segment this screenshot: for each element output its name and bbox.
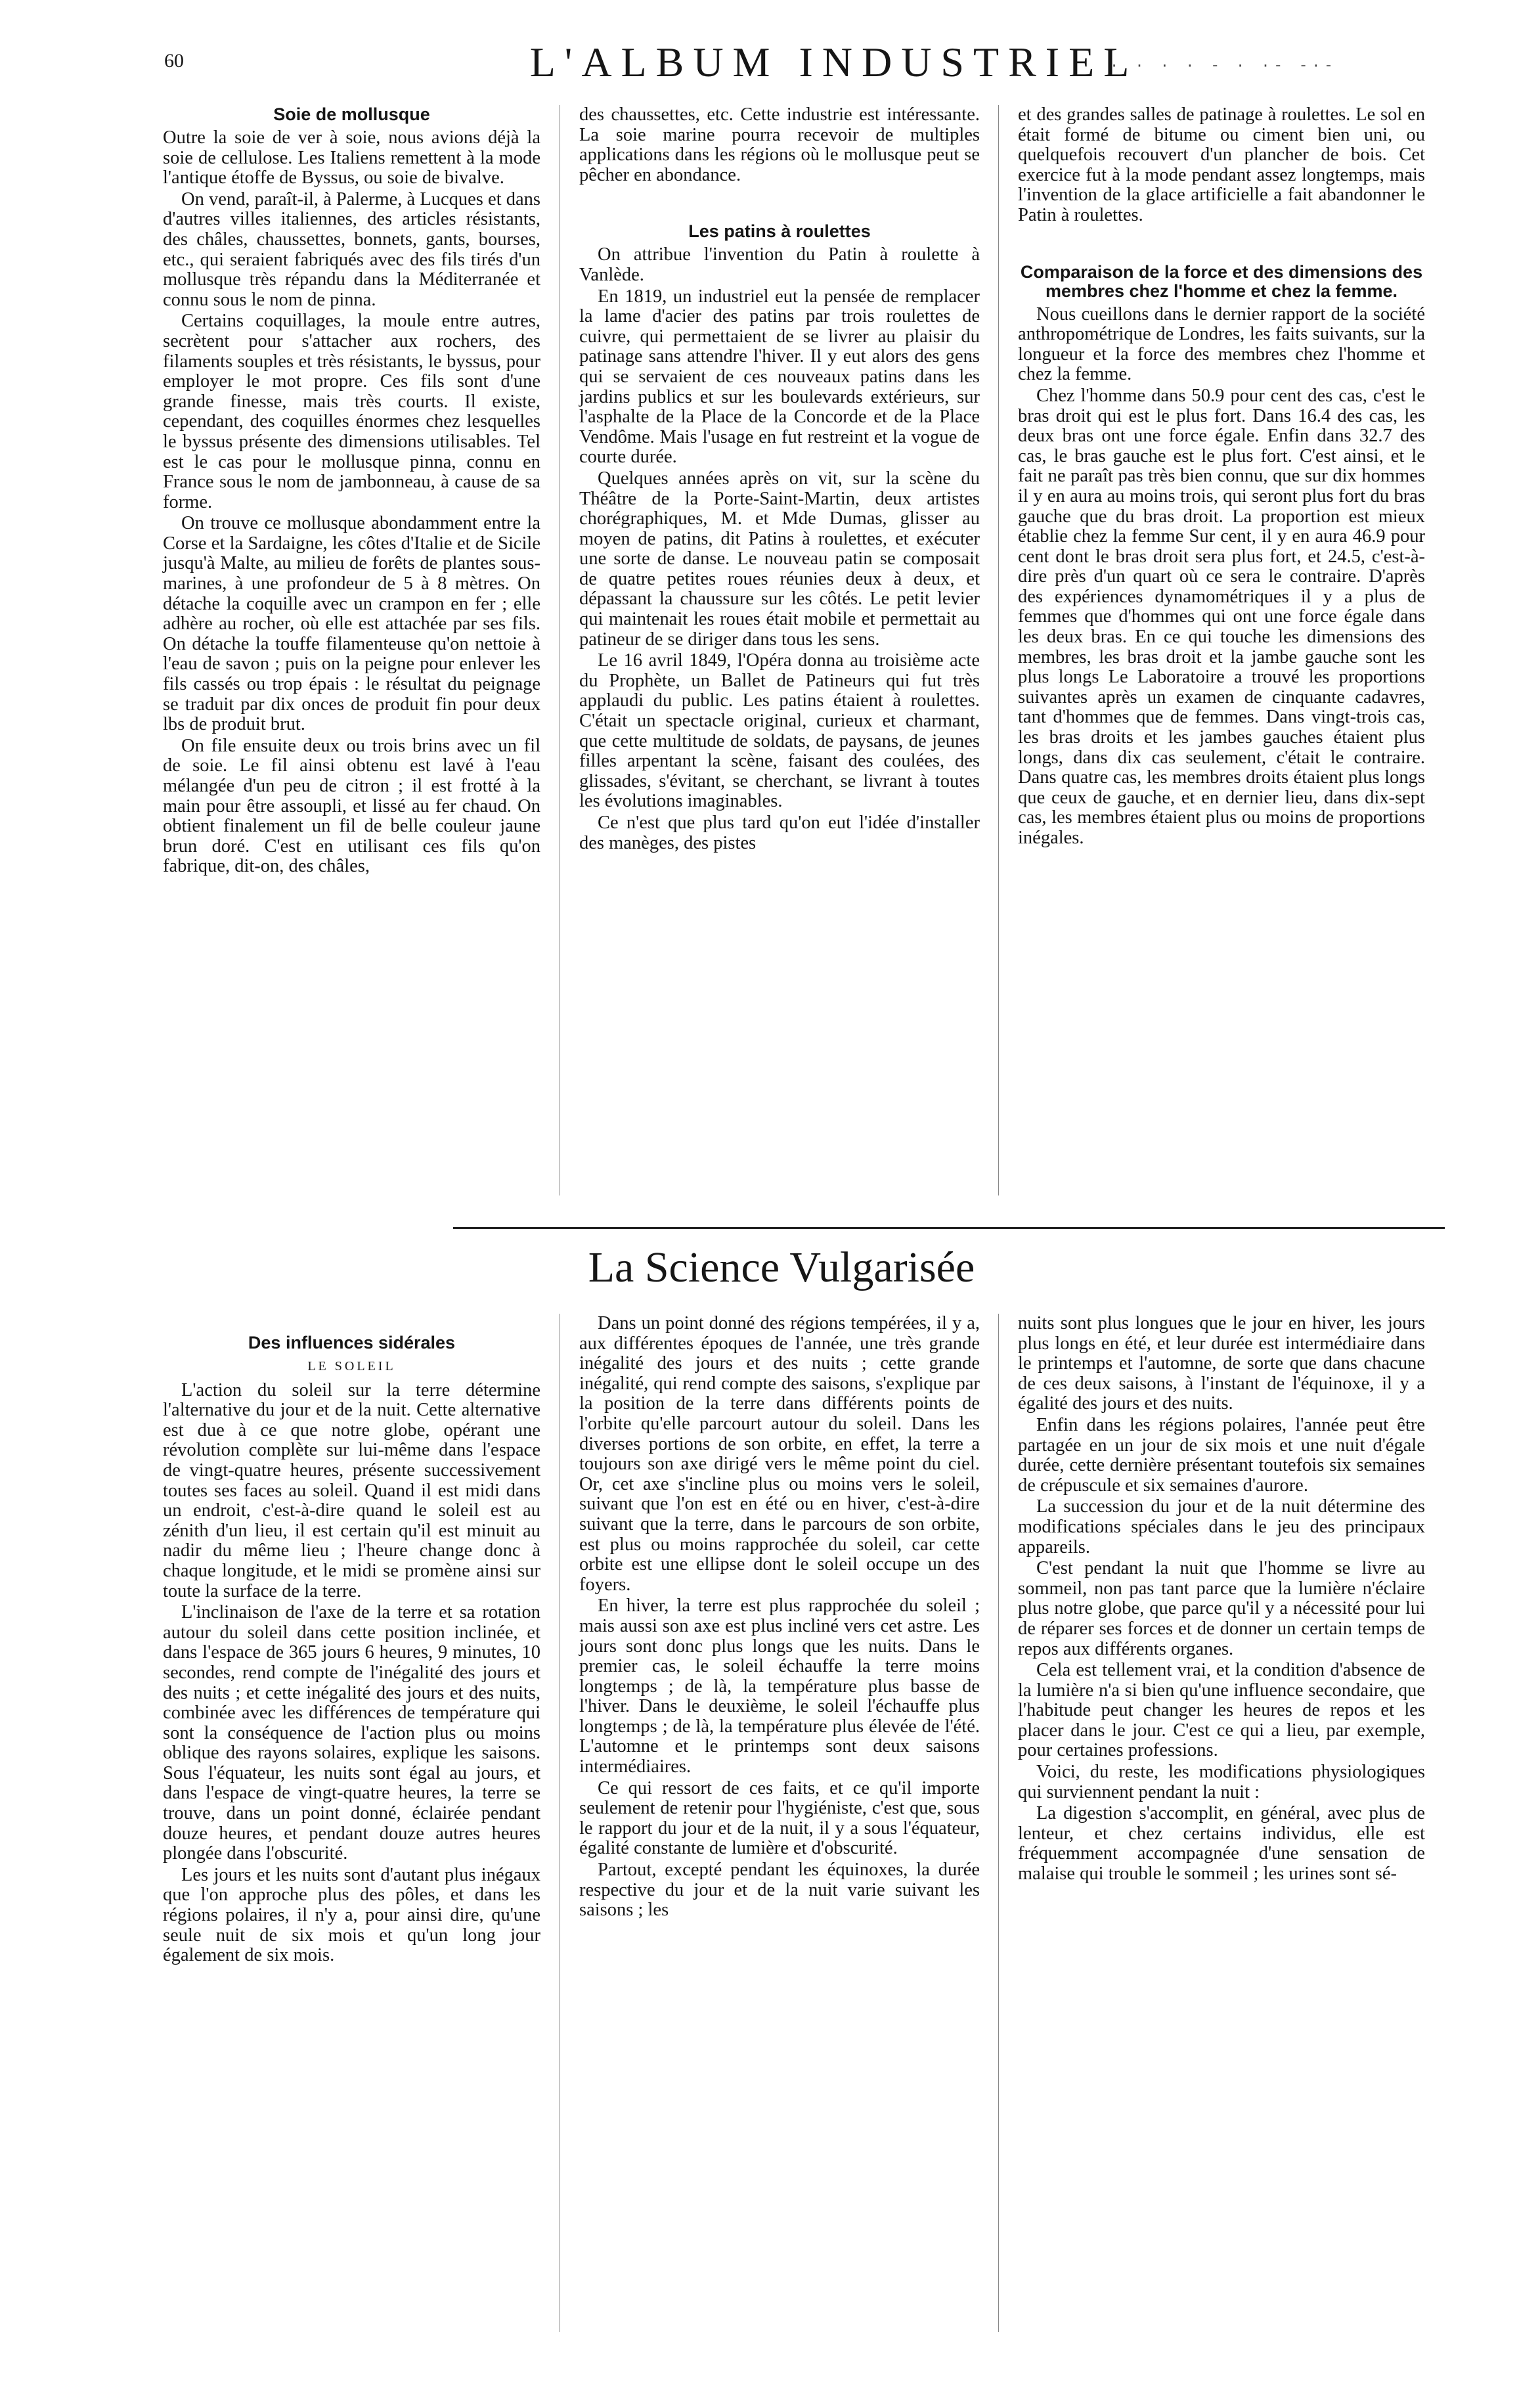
paragraph: des chaussettes, etc. Cette industrie est intéressante. La soie marine pourra recevoir de multiples applications dans les régions où le mollusque peut se pêcher en abondance. [579,104,980,185]
paragraph: Dans un point donné des régions tempérées, il y a, aux différentes époques de l'année, une très grande inégalité des jours et des nuits ; cette grande inégalité, qui rend compte des saisons, s'explique par la position de la terre dans différents points de l'orbite qu'elle parcourt autour du soleil. Dans les diverses portions de son orbite, en effet, la terre a toujours son axe dirigé vers le même point du ciel. Or, cet axe s'incline plus ou moins vers le soleil, suivant que l'on est en été ou en hiver, c'est-à-dire suivant que la terre, dans le parcours de son orbite, est plus ou moins rapprochée du soleil, car cette orbite est une ellipse dont le soleil occupe un des foyers. [579,1313,980,1595]
bottom-column-2 [579,1314,980,1921]
top-column-2 [579,105,980,853]
paragraph: nuits sont plus longues que le jour en hiver, les jours plus longs en été, et leur durée est intermédiaire dans le printemps et l'automne, de sorte que dans chacune de ces deux saisons, à l'instant de l'équinoxe, il y a égalité des jours et des nuits. [1018,1313,1425,1414]
paragraph: L'action du soleil sur la terre détermine l'alternative du jour et de la nuit. Cette alternative est due à ce que notre globe, opérant une révolution complète sur lui-même dans l'espace de vingt-quatre heures, présente successivement toutes ses faces au soleil. Quand il est midi dans un endroit, c'est-à-dire quand le soleil est au zénith d'un lieu, il est certain qu'il est minuit au nadir du même lieu ; l'heure change donc à chaque longitude, et le midi se promène ainsi sur toute la surface de la terre. [163,1379,540,1601]
bottom-column-3 [1018,1314,1425,1885]
paragraph: On file ensuite deux ou trois brins avec un fil de soie. Le fil ainsi obtenu est lavé à l'eau mélangée d'un peu de citron ; il est frotté à la main pour être assoupli, et lissé au fer chaud. On obtient finalement un fil de belle couleur jaune brun doré. C'est en utilisant ces fils qu'on fabrique, dit-on, des châles, [163,735,540,877]
article-subheading: LE SOLEIL [307,1359,396,1373]
paragraph: L'inclinaison de l'axe de la terre et sa rotation autour du soleil dans cette position inclinée, et dans l'espace de 365 jours 6 heures, 9 minutes, 10 secondes, rend compte de l'inégalité des jours et des nuits ; et cette inégalité des jours et des nuits, combinée avec les différences de température qui sont la conséquence de l'action plus ou moins oblique des rayons solaires, explique les saisons. Sous l'équateur, les nuits sont égal au jours, et dans l'espace de vingt-quatre heures, la terre se trouve, dans un point donné, éclairée pendant douze heures, et pendant douze autres heures plongée dans l'obscurité. [163,1602,540,1864]
paragraph: Cela est tellement vrai, et la condition d'absence de la lumière n'a si bien qu'une influence secondaire, que l'habitude peut changer les heures de repos et les placer dans le jour. C'est ce qui a lieu, par exemple, pour certaines professions. [1018,1660,1425,1761]
column-rule [998,105,999,1195]
journal-title: L'ALBUM INDUSTRIEL [529,39,1139,85]
paragraph: En 1819, un industriel eut la pensée de remplacer la lame d'acier des patins par trois roulettes de cuivre, qui permettaient de se livrer au plaisir du patinage sans attendre l'hiver. Il y eut alors des gens qui se servaient de ces nouveaux patins dans les jardins publics et sur les boulevards extérieurs, sur l'asphalte de la Place de la Concorde et de la Place Vendôme. Mais l'usage en fut restreint et la vogue de courte durée. [579,286,980,468]
section-title: La Science Vulgarisée [588,1243,975,1291]
paragraph: On attribue l'invention du Patin à roulette à Vanlède. [579,244,980,285]
article-heading-comparaison: Comparaison de la force et des dimensions des membres chez l'homme et chez la femme. [1020,261,1423,301]
paragraph: La digestion s'accomplit, en général, avec plus de lenteur, et chez certains individus, elle est fréquemment accompagnée d'une sensation de malaise qui trouble le sommeil ; les urines sont sé- [1018,1803,1425,1885]
paragraph: et des grandes salles de patinage à roulettes. Le sol en était formé de bitume ou ciment bien uni, ou quelquefois recouvert d'un plancher de bois. Cet exercice fut à la mode pendant assez longtemps, mais l'invention de la glace artificielle a fait abandonner le Patin à roulettes. [1018,104,1425,225]
paragraph: C'est pendant la nuit que l'homme se livre au sommeil, non pas tant parce que la lumière n'éclaire plus notre globe, que parce qu'il y a nécessité pour lui de réparer ses forces et de donner un certain temps de repos aux différents organes. [1018,1558,1425,1659]
paragraph: Ce qui ressort de ces faits, et ce qu'il importe seulement de retenir pour l'hygiéniste, c'est que, sous le rapport du jour et de la nuit, il y a sous l'équateur, égalité constante de lumière et d'obscurité. [579,1777,980,1859]
column-rule [998,1314,999,2332]
article-heading-influences: Des influences sidérales [248,1333,456,1352]
paragraph: Chez l'homme dans 50.9 pour cent des cas, c'est le bras droit qui est le plus fort. Dans 16.4 des cas, les deux bras ont une force égale. Enfin dans 32.7 des cas, le bras gauche est le plus fort. C'est ainsi, et le fait ne paraît pas très bien connu, que sur dix hommes il y en aura au moins trois, qui seront plus fort du bras gauche que du bras droit. La proportion est mieux établie chez la femme Sur cent, il y en aura 46.9 pour cent dont le bras droit sera plus fort, et 24.5, c'est-à-dire près d'un quart où ce sera le contraire. D'après des expériences dynamométriques il y a plus de femmes que d'hommes qui ont une force égale dans les deux bras. En ce qui touche les dimensions des membres, les bras droit et la jambe gauche sont les plus longs Le Laboratoire a trouvé les proportions suivantes après un examen de cinquante cadavres, tant d'hommes que de femmes. Dans vingt-trois cas, les bras droits et les jambes gauches étaient plus longs, dans dix cas seulement, c'était le contraire. Dans quatre cas, les membres droits étaient plus longs que ceux de gauche, et en dernier lieu, dans dix-sept cas, les membres étaient plus ou moins de proportions inégales. [1018,385,1425,848]
top-column-1 [163,105,540,877]
paragraph: Nous cueillons dans le dernier rapport de la société anthropométrique de Londres, les faits suivants, sur la longueur et la force des membres chez l'homme et chez la femme. [1018,303,1425,385]
top-column-3 [1018,105,1425,849]
paragraph: Le 16 avril 1849, l'Opéra donna au troisième acte du Prophète, un Ballet de Patineurs qui fut très applaudi du public. Les patins étaient à roulettes. C'était un spectacle original, curieux et charmant, que cette multitude de soldats, de paysans, de jeunes filles arpentant la scène, faisant des coulées, des glissades, s'évitant, se cherchant, se livrant à toutes les évolutions imaginables. [579,650,980,812]
section-rule [453,1227,1445,1229]
paragraph: Ce n'est que plus tard qu'on eut l'idée d'installer des manèges, des pistes [579,813,980,853]
article-heading-soie: Soie de mollusque [273,104,430,124]
paragraph: On vend, paraît-il, à Palerme, à Lucques et dans d'autres villes italiennes, des articles résistants, des châles, chaussettes, bonnets, gants, bourses, etc., qui seraient fabriqués avec des fils tirés d'un mollusque très répandu dans la Méditerranée et connu sous le nom de pinna. [163,189,540,310]
article-heading-patins: Les patins à roulettes [688,221,871,242]
paragraph: En hiver, la terre est plus rapprochée du soleil ; mais aussi son axe est plus incliné vers cet astre. Les jours sont donc plus longs que les nuits. Dans le premier cas, le soleil échauffe la terre moins longtemps ; de là, la température plus basse de l'hiver. Dans le deuxième, le soleil l'échauffe plus longtemps ; de là, la température plus élevée de l'été. L'automne et le printemps sont deux saisons intermédiaires. [579,1596,980,1777]
bottom-column-1 [163,1333,540,1966]
paragraph: On trouve ce mollusque abondamment entre la Corse et la Sardaigne, les côtes d'Italie et de Sicile jusqu'à Malte, au milieu de forêts de plantes sous-marines, à une profondeur de 5 à 8 mètres. On détache la coquille avec un crampon en fer ; elle adhère au rocher, où elle est attachée par ses fils. On détache la touffe filamenteuse qu'on nettoie à l'eau de savon ; puis on la peigne pour enlever les fils cassés ou trop épais : le résultat du peignage se traduit par dix onces de produit fin pour deux lbs de produit brut. [163,513,540,735]
paragraph: Les jours et les nuits sont d'autant plus inégaux que l'on approche plus des pôles, et dans les régions polaires, il n'y a, pour ainsi dire, qu'une seule nuit de six mois et qu'un long jour également de six mois. [163,1864,540,1966]
page-number: 60 [164,50,184,72]
paragraph: Voici, du reste, les modifications physiologiques qui surviennent pendant la nuit : [1018,1762,1425,1802]
paragraph: Outre la soie de ver à soie, nous avions déjà la soie de cellulose. Les Italiens remettent à la mode l'antique étoffe de Byssus, ou soie de bivalve. [163,127,540,189]
paragraph: Certains coquillages, la moule entre autres, secrètent pour s'attacher aux rochers, des filaments souples et très résistants, le byssus, pour employer le mot propre. Ces fils sont d'une grande finesse, mais très courts. Il existe, cependant, des coquilles énormes chez lesquelles le byssus présente des dimensions utilisables. Tel est le cas pour le mollusque pinna, connu en France sous le nom de jambonneau, à cause de sa forme. [163,311,540,512]
paragraph: Partout, excepté pendant les équinoxes, la durée respective du jour et de la nuit varie suivant les saisons ; les [579,1860,980,1921]
paragraph: Enfin dans les régions polaires, l'année peut être partagée en un jour de six mois et une nuit d'égale durée, cette dernière présentant toutefois six semaines de crépuscule et six semaines d'aurore. [1018,1414,1425,1496]
paragraph: Quelques années après on vit, sur la scène du Théâtre de la Porte-Saint-Martin, deux artistes chorégraphiques, M. et Mde Dumas, glisser au moyen de patins, dit Patins à roulettes, et exécuter une sorte de danse. Le nouveau patin se composait de quatre petites roues réunies deux à deux, et dépassant la chaussure sur les côtés. Le petit levier qui maintenait les roues était mobile et permettait au patineur de se diriger dans tous les sens. [579,468,980,650]
decorative-dots: · · · · - · ·- -·- [1110,58,1337,74]
paragraph: La succession du jour et de la nuit détermine des modifications spéciales dans le jeu des principaux appareils. [1018,1496,1425,1557]
